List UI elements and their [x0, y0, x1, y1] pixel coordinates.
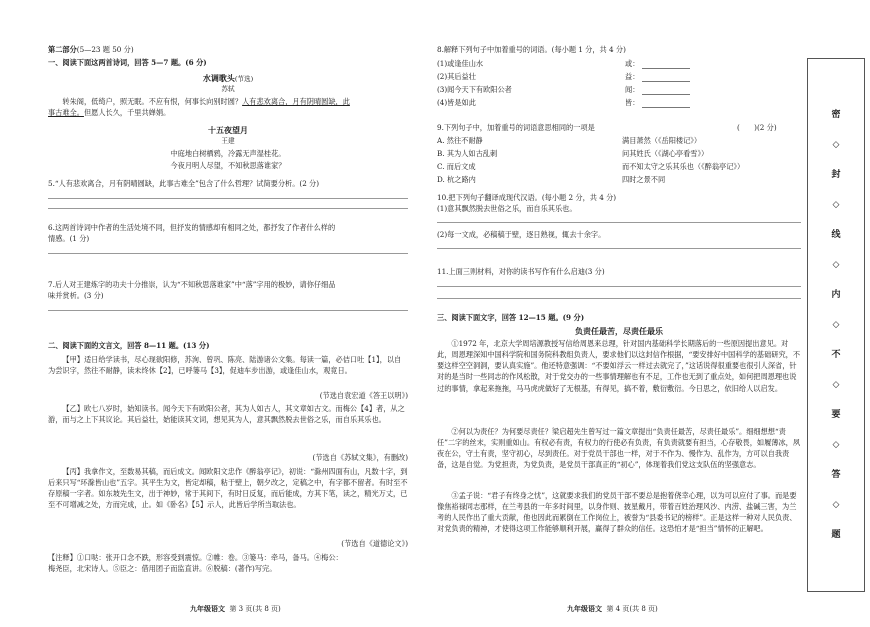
answer-blank[interactable] [642, 94, 690, 95]
section-1-title: 一、阅读下面这两首诗词，回答 5—7 题。(6 分) [48, 58, 207, 67]
option-right: 而不知太守之乐其乐也（《醉翁亭记》） [622, 162, 745, 171]
poem-1-note: (节选) [234, 75, 254, 83]
question-5-text: 5.“人有悲欢离合，月有阴晴圆缺，此事古难全”包含了什么哲理？试简要分析。(2 分) [48, 179, 320, 188]
q8-blank-label: 闻： [625, 85, 640, 94]
diamond-icon: ◇ [832, 440, 840, 450]
diamond-icon: ◇ [832, 200, 840, 210]
passage-bing [48, 466, 408, 511]
question-6-text: 6.这两首诗词中作者的生活处境不同，但抒发的情感却有相同之处，都抒发了作者什么样的 [48, 223, 336, 232]
passage-text: ，读之，精光万丈，已至不可增减之处，方而 [48, 489, 408, 510]
passage-yi [48, 403, 408, 425]
q8-row [437, 97, 801, 110]
poem-1-line-a: 转朱阁，低绮户，照无眠。不应有恨，何事长向别时圆？ [62, 97, 243, 106]
q9-option-b[interactable] [437, 148, 801, 161]
answer-blank[interactable] [642, 68, 690, 69]
binding-strip [807, 58, 865, 592]
poem-1-line-d: 但愿人长久，千里共婵娟。 [83, 108, 171, 118]
passage-text: 观竟日。 [323, 366, 352, 376]
diamond-icon: ◇ [832, 260, 840, 270]
answer-line[interactable] [437, 298, 801, 299]
passage-text: 吐 [357, 355, 365, 364]
annotation-line-2: 梅尧臣，北宋诗人。⑤臣之：借用团子而监直讲。⑥脱稿：(著作)写完。 [48, 564, 277, 574]
binding-char: 答 [831, 470, 841, 480]
poem-2-title: 十五夜望月 [208, 125, 248, 135]
answer-blank[interactable] [642, 107, 690, 108]
article-paragraph-2: ②何以为责任？为何要尽责任？梁启超先生曾写过一篇文章提出“负责任最苦，尽责任最乐”。细细想想“责任”二字的丝末，实则重如山。有权必有责，有权力的行使必有负责，有负责就要有担当，心存敬畏，如履薄冰，夙夜在公，守土有责，坚守初心，尽到责任。对于党员干部也一样，对于不作为、慢作为、乱作为，方可以自我责备，这是自觉。为党担责，为党负责，是党员干部真正的“初心”，体现着我们党这支队伍的坚强意志。 [437, 427, 801, 470]
passage-text: 【3】，促迪车步出游，或逢佳山水， [207, 366, 324, 376]
passage-text: 【乙】欧七八岁时，始知读书。闻今天下有欧阳公者，其为人如古人，其文章如古文。而 [62, 404, 343, 413]
footer-page-number: 第 3 页(共 8 页) [229, 605, 281, 614]
diamond-icon: ◇ [832, 380, 840, 390]
diamond-icon: ◇ [832, 500, 840, 510]
question-5 [48, 178, 408, 209]
passage-text: 【1】，以自为尝识字，然往不耐静，读未终休 [48, 355, 402, 376]
poem-1-author: 苏轼 [221, 85, 235, 93]
passage-jia-source: (节选自袁宏道《答王以明》) [319, 391, 408, 400]
question-8-text: 8.解释下列句子中加着重号的词语。(每小题 1 分，共 4 分) [437, 45, 626, 54]
passage-text: 【丙】我拿作文，至数易其稿，而后成文。闻欧阳文忠作《醉翁亭记》，初说：“滁州四面有山，凡 [62, 467, 372, 476]
q8-blank-label: 皆： [625, 98, 640, 107]
binding-char: 封 [831, 170, 841, 180]
page-4 [427, 0, 807, 627]
q9-option-d[interactable] [437, 174, 801, 187]
poem-2-line-2: 今夜月明人尽望，不知秋思落谁家？ [170, 161, 286, 170]
question-9-text: 9.下列句子中，加着重号的词语意思相同的一项是 [437, 123, 595, 132]
option-right: 四时之景不同 [622, 175, 666, 184]
passage-text: 【4】者，从之游，而与之上下其议论。其后益壮，始能读其文词，想见其为人，意其飘然脱去 [48, 404, 405, 425]
poem-1-title: 水调歌头 [202, 73, 235, 83]
question-10 [437, 192, 801, 249]
question-9-answer-slot[interactable]: ( )(2 分) [737, 123, 777, 132]
section-3-title: 三、阅读下面文字，回答 12—15 题。(9 分) [437, 313, 585, 322]
answer-line[interactable] [48, 310, 408, 311]
answer-line[interactable] [437, 286, 801, 287]
passage-jia [48, 354, 408, 376]
section-2-title: 二、阅读下面的文言文，回答 8—11 题。(13 分) [48, 341, 210, 350]
poem-2-line-1: 中庭地白树栖鸦，冷露无声湿桂花。 [170, 149, 286, 158]
answer-line[interactable] [48, 208, 408, 209]
question-6 [48, 222, 408, 254]
part-range: (5—23 题 50 分) [76, 45, 134, 54]
annotations [48, 552, 408, 574]
passage-bing-source: (节选自《道德论文》) [341, 539, 408, 548]
passage-text: 完成，止。如《卧名》 [119, 500, 192, 510]
question-10-item-2: (2)每一文成，必稿稿于壁，逐日熟视，辄去十余字。 [437, 230, 606, 240]
footer-page-number: 第 4 页(共 8 页) [606, 605, 658, 614]
page-3 [0, 0, 412, 627]
q8-item: (2)其后益壮 [437, 72, 476, 81]
question-11-text: 11.上面三则材料，对你的读书写作有什么启迪(3 分) [437, 267, 605, 276]
option-left: D. 杭之路内 [437, 175, 476, 184]
q8-item: (1)或逢佳山水 [437, 59, 484, 68]
option-left: C. 而后文成 [437, 162, 476, 171]
passage-text: 世俗之乐，而自乐其乐也。 [299, 415, 386, 425]
answer-blank[interactable] [642, 81, 690, 82]
passage-text: 【甲】适日给学读书，尽心现欲阳修，苏洵、曾巩、陈亮、陆游诸公文集。每读一篇，必佶口 [62, 355, 358, 364]
passage-text: 数十字，到后来只写“环滁皆山也”五字。其平生为文，皆定却稿，粘于壁上，朝夕改之，定稿 [48, 467, 408, 488]
q8-item: (3)闻今天下有欧阳公者 [437, 85, 512, 94]
binding-char: 内 [831, 290, 841, 300]
article-paragraph-3: ③孟子说：“君子有终身之忧”，这就要求我们的党员干部不要总是抱着侥幸心理，以为可以应付了事。而是要像焦裕禄同志那样，在兰考县的一年多时间里，以身作则、披星戴月，带着百姓治理风沙、内涝、盐碱三害，为兰考的人民作出了重大贡献，他也因此而累倒在工作岗位上，被誉为“县委书记的榜样”。正是这样一种对人民负责、对党负责的精神，才使得这项工作能够顺利开展，赢得了群众的信任。这恐怕才是“担当”情怀的正解吧。 [437, 491, 797, 534]
page-footer-left [190, 604, 281, 615]
question-10-text: 10.把下列句子翻译成现代汉语。(每小题 2 分，共 4 分) [437, 193, 617, 202]
passage-text: 【5】示人，此皆后学所当取法也。 [191, 500, 301, 510]
article-title: 负责任最苦，尽责任最乐 [575, 326, 663, 336]
diamond-icon: ◇ [832, 140, 840, 150]
part-header [48, 44, 408, 55]
poem-2-author: 王建 [221, 137, 235, 145]
page-footer-right [567, 604, 658, 615]
passage-yi-source: (节选自《苏轼文集》，有删改) [312, 453, 408, 462]
q8-items [437, 58, 801, 110]
q9-option-a[interactable] [437, 135, 801, 148]
poem-1-underlined-2: 事古难全。 [48, 108, 84, 118]
passage-text: 【2】，已呼篓马 [155, 366, 208, 376]
q9-option-c[interactable] [437, 161, 801, 174]
q9-options [437, 135, 801, 187]
question-8 [437, 44, 801, 55]
part-title: 第二部分 [48, 45, 77, 54]
answer-line[interactable] [48, 253, 408, 254]
binding-char: 线 [831, 230, 841, 240]
q8-item: (4)皆是如此 [437, 98, 476, 107]
binding-char: 密 [831, 110, 841, 120]
binding-char: 要 [831, 410, 841, 420]
binding-char: 不 [831, 350, 841, 360]
passage-text: 梅公 [342, 404, 358, 413]
passage-text: 如东坡先生文，出于神妙，常于其间下，有时日反复，而后能成，方其下笔 [98, 489, 336, 499]
footer-subject: 九年级语文 [567, 604, 602, 614]
q8-row [437, 58, 801, 71]
question-7-text: 7.后人对王建炼字的功夫十分推崇，认为“不知秋思落谁家”中“落”字用的极妙，请你仔细品 [48, 280, 336, 289]
article-paragraph-1: ①1972 年，北京大学周培源教授写信给周恩来总理，针对国内基础科学长期落后的一些原因提出意见。对此，周恩理深知中国科学院和国务院科教组负责人，要求他们以这封信作根据，“要安排好中国科学的基础研究，不要这样空空洞洞，要认真实施”。他还特意强调：“不要如浮云一样过去就完了，”这话说得很重要也很引人深省，针对的是当时一些同志的作风松散，对于党交办的一些事情理解也有不足，工作也无到了重点处，如何把周恩理也说过的事情，拿起来拖拖，马马虎虎做好了无根基，有得见，搞不着，敷衍敷衍。今日思之，依旧给人以启发。 [437, 339, 801, 393]
option-left: A. 然往不耐静 [437, 136, 483, 145]
poem-1-text [48, 96, 408, 118]
annotation-line-1: 【注释】①口哒：张开口念不跌，形容受到震惊。②帷：卷。③篓马：牵马，备马。④梅公： [48, 553, 343, 562]
question-6-text-2: 情感。(1 分) [48, 234, 90, 244]
poem-1-heading [48, 72, 408, 84]
answer-line[interactable] [437, 222, 801, 223]
option-right: 满目萧然（《岳阳楼记》） [622, 136, 702, 145]
q8-row [437, 71, 801, 84]
option-left: B. 其为人如古乱刺 [437, 149, 498, 158]
passage-text: 之中，有字都不留者。有时至不存原稿一字者。 [48, 478, 408, 499]
q8-blank-label: 益： [625, 72, 640, 81]
q8-row [437, 84, 801, 97]
binding-char: 题 [831, 530, 841, 540]
diamond-icon: ◇ [832, 320, 840, 330]
footer-subject: 九年级语文 [190, 604, 225, 614]
answer-line[interactable] [437, 248, 801, 249]
option-right: 问其姓氏（《湖心亭看雪》） [622, 149, 709, 158]
answer-line[interactable] [48, 198, 408, 199]
question-9 [437, 122, 801, 133]
question-10-item-1: (1)意其飘然脱去世俗之乐，而自乐其乐也。 [437, 204, 577, 214]
question-11 [437, 266, 801, 299]
poem-1-underlined: 人有悲欢离合，月有阴晴圆缺，此 [242, 97, 350, 106]
question-7 [48, 279, 408, 311]
q8-blank-label: 或： [625, 59, 640, 68]
question-7-text-2: 味并赏析。(3 分) [48, 291, 104, 301]
